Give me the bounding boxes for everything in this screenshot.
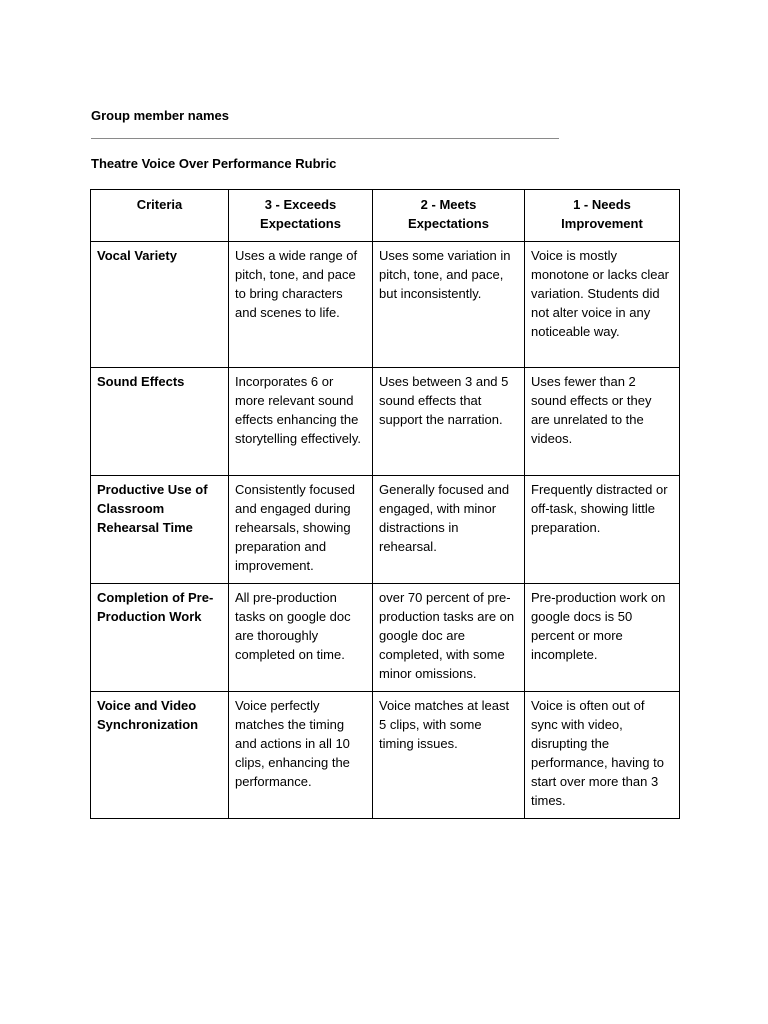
- table-row: [91, 584, 680, 692]
- criterion-cell: Productive Use of Classroom Rehearsal Time: [91, 476, 229, 584]
- exceeds-cell: Voice perfectly matches the timing and actions in all 10 clips, enhancing the performance.: [229, 692, 373, 819]
- column-header-exceeds: 3 - Exceeds Expectations: [229, 190, 373, 242]
- meets-cell: Uses some variation in pitch, tone, and pace, but inconsistently.: [373, 242, 525, 368]
- group-member-names-label: Group member names: [91, 108, 229, 123]
- meets-cell: Voice matches at least 5 clips, with some timing issues.: [373, 692, 525, 819]
- group-member-names-line: [91, 138, 559, 139]
- exceeds-cell: Uses a wide range of pitch, tone, and pace to bring characters and scenes to life.: [229, 242, 373, 368]
- meets-cell: Generally focused and engaged, with minor distractions in rehearsal.: [373, 476, 525, 584]
- column-header-meets: 2 - Meets Expectations: [373, 190, 525, 242]
- criterion-cell: Completion of Pre-Production Work: [91, 584, 229, 692]
- needs-cell: Voice is mostly monotone or lacks clear variation. Students did not alter voice in any noticeable way.: [525, 242, 680, 368]
- exceeds-cell: All pre-production tasks on google doc are thoroughly completed on time.: [229, 584, 373, 692]
- table-row: [91, 692, 680, 819]
- table-header-row: [91, 190, 680, 242]
- needs-cell: Uses fewer than 2 sound effects or they are unrelated to the videos.: [525, 368, 680, 476]
- needs-cell: Voice is often out of sync with video, disrupting the performance, having to start over more than 3 times.: [525, 692, 680, 819]
- table-row: [91, 242, 680, 368]
- meets-cell: Uses between 3 and 5 sound effects that support the narration.: [373, 368, 525, 476]
- column-header-criteria: Criteria: [91, 190, 229, 242]
- rubric-table: [90, 189, 680, 819]
- table-row: [91, 368, 680, 476]
- exceeds-cell: Incorporates 6 or more relevant sound effects enhancing the storytelling effectively.: [229, 368, 373, 476]
- exceeds-cell: Consistently focused and engaged during rehearsals, showing preparation and improvement.: [229, 476, 373, 584]
- needs-cell: Frequently distracted or off-task, showing little preparation.: [525, 476, 680, 584]
- rubric-title: Theatre Voice Over Performance Rubric: [91, 156, 337, 171]
- criterion-cell: Sound Effects: [91, 368, 229, 476]
- criterion-cell: Vocal Variety: [91, 242, 229, 368]
- needs-cell: Pre-production work on google docs is 50 percent or more incomplete.: [525, 584, 680, 692]
- column-header-needs: 1 - Needs Improvement: [525, 190, 680, 242]
- meets-cell: over 70 percent of pre-production tasks are on google doc are completed, with some minor omissions.: [373, 584, 525, 692]
- table-row: [91, 476, 680, 584]
- criterion-cell: Voice and Video Synchronization: [91, 692, 229, 819]
